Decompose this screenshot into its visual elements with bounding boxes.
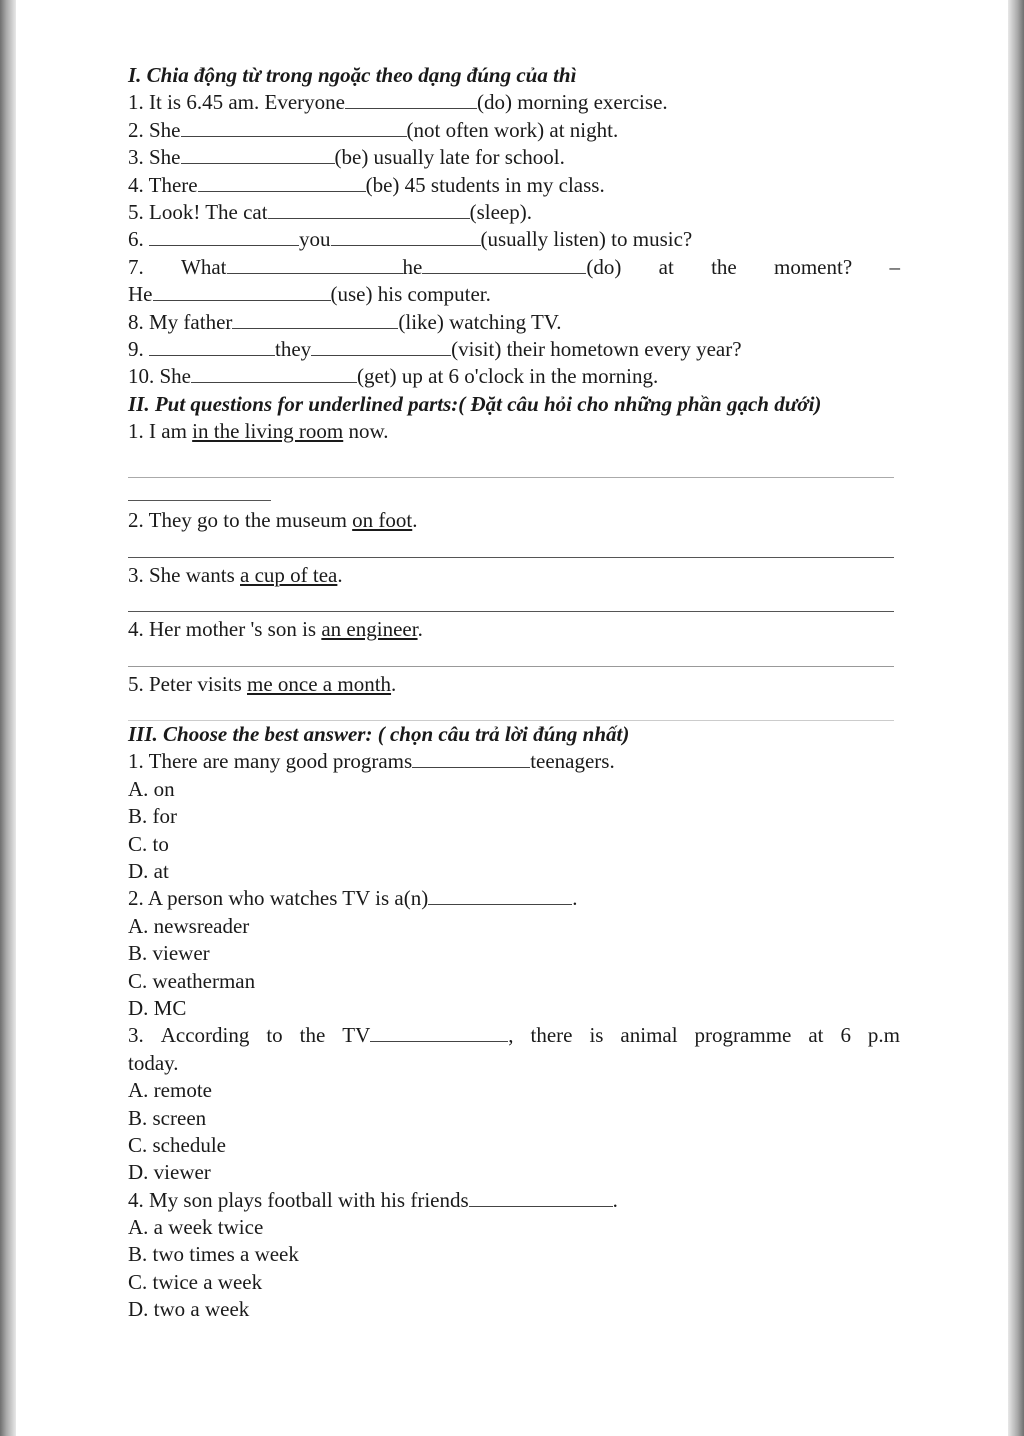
- exercise-1-item-10: 10. She (get) up at 6 o'clock in the morning.: [128, 364, 659, 389]
- exercise-2-item-3: 3. She wants a cup of tea.: [128, 562, 343, 587]
- exercise-2-item-1: 1. I am in the living room now.: [128, 419, 389, 444]
- q1-option-a[interactable]: A. on: [128, 776, 175, 801]
- question-3-continued: today.: [128, 1050, 179, 1075]
- question-3: 3. According to the TV , there is animal programme at 6 p.m: [128, 1023, 900, 1048]
- answer-blank[interactable]: [331, 227, 481, 246]
- question-1: 1. There are many good programs teenagers.: [128, 749, 615, 774]
- section-1-heading: I. Chia động từ trong ngoặc theo dạng đúng của thì: [128, 63, 577, 87]
- q3-option-b[interactable]: B. screen: [128, 1105, 207, 1130]
- exercise-1-item-4: 4. There (be) 45 students in my class.: [128, 172, 605, 197]
- exercise-2-item-2: 2. They go to the museum on foot.: [128, 508, 418, 533]
- question-2: 2. A person who watches TV is a(n) .: [128, 886, 578, 911]
- q2-option-d[interactable]: D. MC: [128, 995, 187, 1020]
- answer-blank[interactable]: [149, 337, 275, 356]
- q1-option-d[interactable]: D. at: [128, 859, 169, 883]
- q4-option-a[interactable]: A. a week twice: [128, 1215, 264, 1240]
- answer-blank[interactable]: [469, 1188, 613, 1207]
- exercise-1-item-9: 9. they (visit) their hometown every year?: [128, 336, 742, 361]
- exercise-1-item-8: 8. My father (like) watching TV.: [128, 309, 562, 334]
- exercise-2-item-5: 5. Peter visits me once a month.: [128, 671, 397, 696]
- answer-blank[interactable]: [181, 118, 407, 137]
- q1-option-b[interactable]: B. for: [128, 804, 177, 829]
- answer-blank[interactable]: [422, 255, 586, 274]
- answer-blank[interactable]: [345, 90, 477, 109]
- q3-option-d[interactable]: D. viewer: [128, 1160, 211, 1185]
- worksheet-page: [128, 62, 900, 1324]
- q4-option-b[interactable]: B. two times a week: [128, 1242, 299, 1267]
- answer-blank[interactable]: [191, 364, 357, 383]
- q3-option-a[interactable]: A. remote: [128, 1078, 212, 1103]
- answer-blank[interactable]: [370, 1023, 508, 1042]
- answer-blank[interactable]: [149, 227, 299, 246]
- q3-option-c[interactable]: C. schedule: [128, 1132, 226, 1157]
- exercise-1-item-5: 5. Look! The cat (sleep).: [128, 199, 532, 224]
- exercise-1-item-1: 1. It is 6.45 am. Everyone (do) morning exercise.: [128, 90, 668, 115]
- answer-blank[interactable]: [428, 886, 572, 905]
- q4-option-c[interactable]: C. twice a week: [128, 1269, 263, 1294]
- answer-blank[interactable]: [153, 282, 331, 301]
- answer-blank[interactable]: [268, 200, 470, 219]
- answer-blank[interactable]: [227, 255, 403, 274]
- scan-edge-right: [1008, 0, 1024, 1436]
- answer-blank[interactable]: [311, 337, 451, 356]
- question-4: 4. My son plays football with his friends .: [128, 1187, 618, 1212]
- answer-blank[interactable]: [198, 173, 366, 192]
- exercise-1-item-2: 2. She (not often work) at night.: [128, 117, 619, 142]
- answer-blank[interactable]: [232, 310, 398, 329]
- section-3-heading: III. Choose the best answer: ( chọn câu trả lời đúng nhất): [128, 722, 630, 747]
- exercise-1-item-3: 3. She (be) usually late for school.: [128, 145, 565, 170]
- answer-blank[interactable]: [412, 749, 530, 768]
- scan-edge-left: [0, 0, 16, 1436]
- q2-option-b[interactable]: B. viewer: [128, 941, 210, 966]
- answer-blank[interactable]: [181, 145, 335, 164]
- q2-option-c[interactable]: C. weatherman: [128, 968, 256, 993]
- q2-option-a[interactable]: A. newsreader: [128, 913, 250, 938]
- section-2-heading: II. Put questions for underlined parts:( Đặt câu hỏi cho những phần gạch dưới): [128, 391, 822, 416]
- exercise-1-item-7: 7. What he (do) at the moment? –: [128, 254, 900, 279]
- q4-option-d[interactable]: D. two a week: [128, 1297, 250, 1322]
- exercise-2-item-4: 4. Her mother 's son is an engineer.: [128, 617, 423, 642]
- exercise-1-item-7-continued: He (use) his computer.: [128, 282, 491, 307]
- exercise-1-item-6: 6. you (usually listen) to music?: [128, 227, 693, 252]
- q1-option-c[interactable]: C. to: [128, 831, 169, 856]
